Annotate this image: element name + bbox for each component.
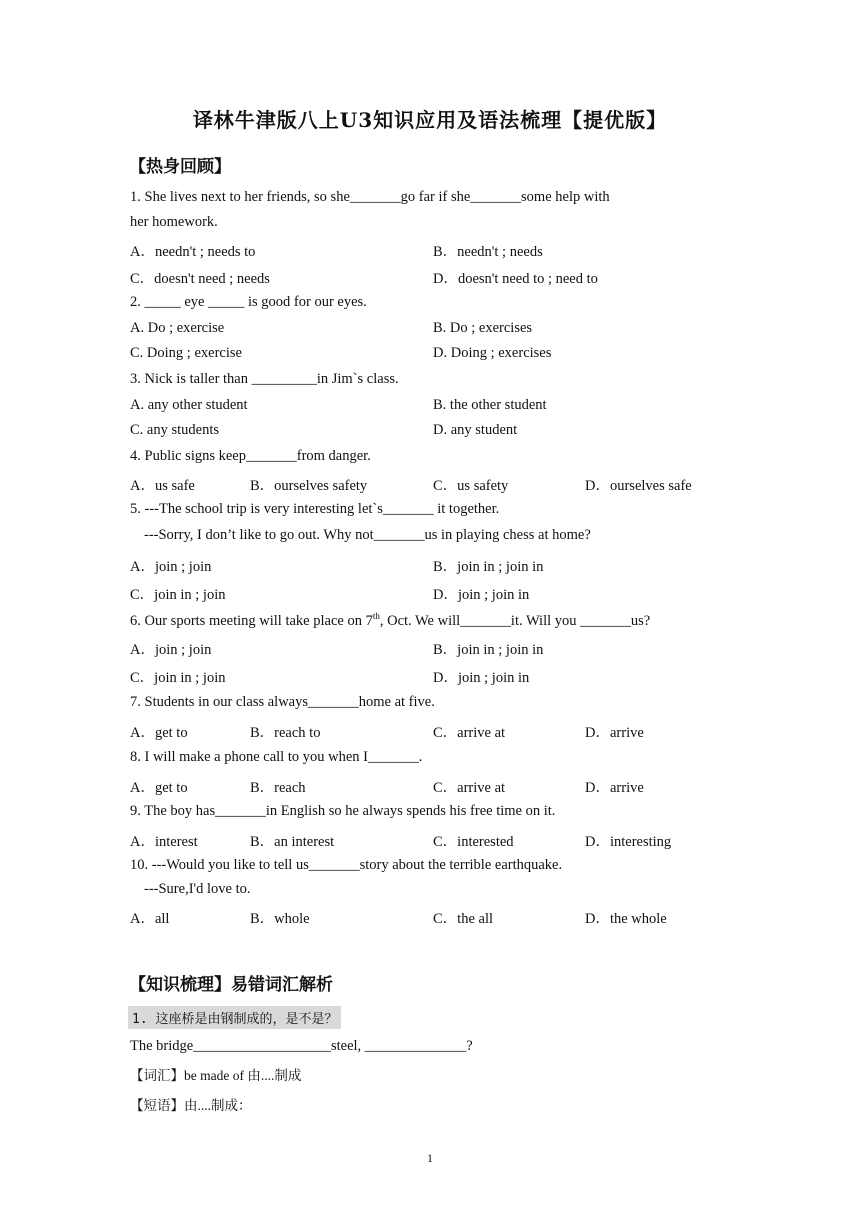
question-1-option-a: A．needn't ; needs to bbox=[130, 244, 256, 260]
question-3-option-b: B. the other student bbox=[433, 397, 547, 413]
question-1-option-d: D．doesn't need to ; need to bbox=[433, 271, 598, 287]
section-heading-warmup: 【热身回顾】 bbox=[129, 157, 231, 177]
question-10-stem: 10. ---Would you like to tell us_______story about the terrible earthquake. bbox=[130, 857, 563, 873]
question-2-option-d: D. Doing ; exercises bbox=[433, 345, 552, 361]
question-6-stem-a: 6. Our sports meeting will take place on 7 bbox=[130, 612, 373, 629]
question-10-option-c: C．the all bbox=[433, 911, 494, 927]
knowledge-item-1-heading: 1. 这座桥是由钢制成的，是不是？ bbox=[128, 1006, 341, 1029]
question-4-option-c: C．us safety bbox=[433, 478, 509, 494]
question-8-stem: 8. I will make a phone call to you when I_______. bbox=[130, 749, 423, 765]
question-7-option-a: A．get to bbox=[130, 725, 188, 741]
question-2-option-a: A. Do ; exercise bbox=[130, 320, 225, 336]
question-9-option-a: A．interest bbox=[130, 834, 198, 850]
page-number: 1 bbox=[427, 1151, 433, 1165]
question-9-option-d: D．interesting bbox=[585, 834, 672, 850]
question-8-option-a: A．get to bbox=[130, 780, 188, 796]
question-3-stem: 3. Nick is taller than _________in Jim`s class. bbox=[130, 371, 399, 387]
question-10-option-d: D．the whole bbox=[585, 911, 667, 927]
question-5-stem-cont: ---Sorry, I don’t like to go out. Why not_______us in playing chess at home? bbox=[144, 527, 591, 543]
question-4-stem: 4. Public signs keep_______from danger. bbox=[130, 448, 371, 464]
knowledge-item-1-sentence: The bridge___________________steel, ______________? bbox=[130, 1038, 473, 1054]
question-1-option-c: C．doesn't need ; needs bbox=[130, 271, 270, 287]
question-3-option-a: A. any other student bbox=[130, 397, 248, 413]
question-7-option-c: C．arrive at bbox=[433, 725, 506, 741]
question-10-option-a: A．all bbox=[130, 911, 170, 927]
knowledge-item-1-phrase: 【短语】由....制成： bbox=[130, 1098, 252, 1113]
question-6-option-d: D．join ; join in bbox=[433, 670, 530, 686]
question-2-option-b: B. Do ; exercises bbox=[433, 320, 533, 336]
question-1-option-b: B．needn't ; needs bbox=[433, 244, 543, 260]
question-7-option-d: D．arrive bbox=[585, 725, 644, 741]
question-6-option-a: A．join ; join bbox=[130, 642, 212, 658]
question-6-stem-b: , Oct. We will_______it. Will you _______us? bbox=[379, 612, 651, 629]
question-9-option-c: C．interested bbox=[433, 834, 514, 850]
question-7-option-b: B．reach to bbox=[250, 725, 321, 741]
question-2-option-c: C. Doing ; exercise bbox=[130, 345, 242, 361]
question-4-option-b: B．ourselves safety bbox=[250, 478, 368, 494]
question-2-stem: 2. _____ eye _____ is good for our eyes. bbox=[130, 294, 367, 310]
question-4-option-a: A．us safe bbox=[130, 478, 195, 494]
question-8-option-d: D．arrive bbox=[585, 780, 644, 796]
question-6-option-c: C．join in ; join bbox=[130, 670, 226, 686]
question-5-stem: 5. ---The school trip is very interesting let`s_______ it together. bbox=[130, 501, 500, 517]
knowledge-item-1-vocab: 【词汇】be made of 由....制成 bbox=[130, 1068, 302, 1083]
question-3-option-d: D. any student bbox=[433, 422, 518, 438]
question-10-option-b: B．whole bbox=[250, 911, 310, 927]
question-5-option-d: D．join ; join in bbox=[433, 587, 530, 603]
question-10-stem-cont: ---Sure,I'd love to. bbox=[144, 881, 251, 897]
question-6-option-b: B．join in ; join in bbox=[433, 642, 544, 658]
question-4-option-d: D．ourselves safe bbox=[585, 478, 692, 494]
question-8-option-b: B．reach bbox=[250, 780, 306, 796]
question-6-stem bbox=[130, 611, 650, 630]
question-7-stem: 7. Students in our class always_______home at five. bbox=[130, 694, 435, 710]
question-1-stem-cont: her homework. bbox=[130, 214, 218, 230]
document-title: 译林牛津版八上U3知识应用及语法梳理【提优版】 bbox=[192, 108, 668, 132]
question-6-stem-sup: th bbox=[372, 611, 380, 621]
question-5-option-c: C．join in ; join bbox=[130, 587, 226, 603]
question-5-option-b: B．join in ; join in bbox=[433, 559, 544, 575]
question-3-option-c: C. any students bbox=[130, 422, 220, 438]
question-1-stem: 1. She lives next to her friends, so she_______go far if she_______some help with bbox=[130, 189, 610, 205]
question-5-option-a: A．join ; join bbox=[130, 559, 212, 575]
question-9-option-b: B．an interest bbox=[250, 834, 335, 850]
question-9-stem: 9. The boy has_______in English so he always spends his free time on it. bbox=[130, 803, 556, 819]
section-heading-knowledge: 【知识梳理】易错词汇解析 bbox=[129, 975, 333, 995]
question-8-option-c: C．arrive at bbox=[433, 780, 506, 796]
